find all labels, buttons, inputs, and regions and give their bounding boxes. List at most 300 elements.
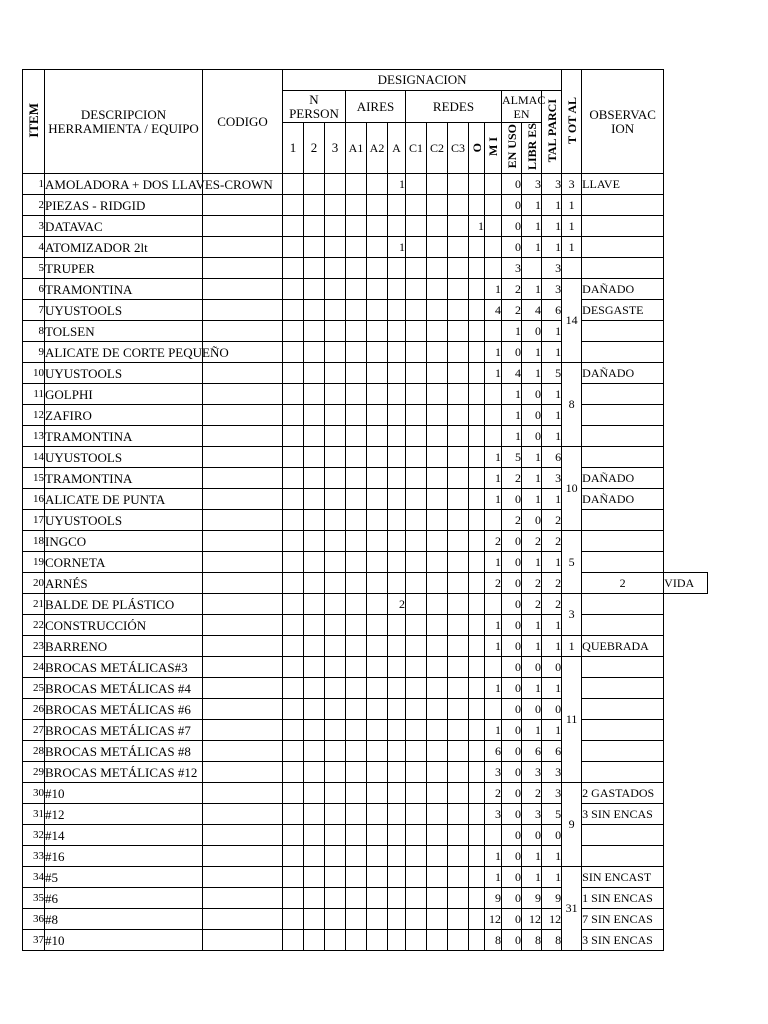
item-description: TRAMONTINA xyxy=(45,468,203,489)
observacion-cell xyxy=(582,594,664,615)
redes-o-cell xyxy=(469,678,485,699)
redes-c2-cell xyxy=(427,300,448,321)
total-parcial-cell: 12 xyxy=(542,909,562,930)
personal-2-cell xyxy=(304,867,325,888)
redes-c3-cell xyxy=(448,342,469,363)
personal-3-cell xyxy=(325,825,346,846)
almacen-libres-cell: 0 xyxy=(522,825,542,846)
item-number: 19 xyxy=(23,552,45,573)
codigo-cell xyxy=(203,237,283,258)
aires-a2-cell xyxy=(367,615,388,636)
aires-a1-cell xyxy=(346,342,367,363)
personal-1-cell xyxy=(283,216,304,237)
codigo-cell xyxy=(203,867,283,888)
table-row xyxy=(23,279,708,300)
total-cell: 5 xyxy=(562,531,582,594)
aires-a2-cell xyxy=(367,363,388,384)
item-number: 35 xyxy=(23,888,45,909)
redes-mi-cell: 1 xyxy=(485,447,502,468)
observacion-cell xyxy=(582,447,664,468)
personal-3-cell xyxy=(325,573,346,594)
personal-2-cell xyxy=(304,615,325,636)
personal-3-cell xyxy=(325,657,346,678)
item-number: 4 xyxy=(23,237,45,258)
almacen-libres-cell: 1 xyxy=(522,636,542,657)
redes-c2-cell xyxy=(427,678,448,699)
header-aires-a: A xyxy=(388,123,406,174)
almacen-uso-cell: 0 xyxy=(502,594,522,615)
codigo-cell xyxy=(203,300,283,321)
total-cell: 1 xyxy=(562,195,582,216)
almacen-libres-cell: 1 xyxy=(522,846,542,867)
almacen-uso-cell: 0 xyxy=(502,762,522,783)
personal-2-cell xyxy=(304,825,325,846)
personal-2-cell xyxy=(304,426,325,447)
almacen-uso-cell: 0 xyxy=(502,867,522,888)
codigo-cell xyxy=(203,678,283,699)
personal-2-cell xyxy=(304,489,325,510)
aires-a1-cell xyxy=(346,909,367,930)
item-number: 17 xyxy=(23,510,45,531)
codigo-cell xyxy=(203,720,283,741)
observacion-cell xyxy=(582,321,664,342)
aires-a2-cell xyxy=(367,657,388,678)
observacion-cell: 2 GASTADOS xyxy=(582,783,664,804)
total-cell: 1 xyxy=(562,636,582,657)
almacen-uso-cell: 0 xyxy=(502,804,522,825)
almacen-libres-cell: 2 xyxy=(522,531,542,552)
aires-a-cell xyxy=(388,888,406,909)
aires-a2-cell xyxy=(367,573,388,594)
almacen-libres-cell: 1 xyxy=(522,342,542,363)
item-number: 36 xyxy=(23,909,45,930)
personal-3-cell xyxy=(325,405,346,426)
aires-a-cell xyxy=(388,510,406,531)
aires-a-cell xyxy=(388,468,406,489)
aires-a2-cell xyxy=(367,342,388,363)
personal-3-cell xyxy=(325,741,346,762)
personal-2-cell xyxy=(304,657,325,678)
almacen-libres-cell: 1 xyxy=(522,615,542,636)
redes-c3-cell xyxy=(448,783,469,804)
redes-o-cell xyxy=(469,195,485,216)
redes-c1-cell xyxy=(406,426,427,447)
item-number: 13 xyxy=(23,426,45,447)
almacen-uso-cell: 0 xyxy=(502,783,522,804)
item-description: BROCAS METÁLICAS #6 xyxy=(45,699,203,720)
total-parcial-cell: 1 xyxy=(542,195,562,216)
item-description: TRAMONTINA xyxy=(45,279,203,300)
almacen-libres-cell: 1 xyxy=(522,363,542,384)
personal-1-cell xyxy=(283,888,304,909)
almacen-libres-cell: 1 xyxy=(522,216,542,237)
redes-o-cell xyxy=(469,300,485,321)
personal-2-cell xyxy=(304,678,325,699)
personal-1-cell xyxy=(283,510,304,531)
personal-2-cell xyxy=(304,699,325,720)
aires-a1-cell xyxy=(346,594,367,615)
total-parcial-cell: 1 xyxy=(542,636,562,657)
almacen-uso-cell: 0 xyxy=(502,216,522,237)
personal-1-cell xyxy=(283,489,304,510)
aires-a1-cell xyxy=(346,531,367,552)
redes-mi-cell: 1 xyxy=(485,678,502,699)
total-cell: 31 xyxy=(562,867,582,951)
redes-c3-cell xyxy=(448,216,469,237)
redes-o-cell xyxy=(469,321,485,342)
redes-c1-cell xyxy=(406,930,427,951)
aires-a1-cell xyxy=(346,867,367,888)
redes-c2-cell xyxy=(427,867,448,888)
personal-3-cell xyxy=(325,678,346,699)
personal-3-cell xyxy=(325,237,346,258)
item-description: CONSTRUCCIÓN xyxy=(45,615,203,636)
redes-o-cell: 1 xyxy=(469,216,485,237)
personal-1-cell xyxy=(283,321,304,342)
redes-o-cell xyxy=(469,174,485,195)
aires-a1-cell xyxy=(346,195,367,216)
personal-1-cell xyxy=(283,258,304,279)
observacion-cell: DAÑADO xyxy=(582,279,664,300)
aires-a1-cell xyxy=(346,825,367,846)
header-designacion: DESIGNACION xyxy=(283,70,562,91)
aires-a1-cell xyxy=(346,699,367,720)
redes-mi-cell xyxy=(485,657,502,678)
redes-c2-cell xyxy=(427,594,448,615)
item-description: #10 xyxy=(45,930,203,951)
almacen-libres-cell: 0 xyxy=(522,384,542,405)
aires-a-cell xyxy=(388,699,406,720)
item-description: BROCAS METÁLICAS #12 xyxy=(45,762,203,783)
observacion-cell xyxy=(582,720,664,741)
redes-c3-cell xyxy=(448,300,469,321)
almacen-uso-cell: 1 xyxy=(502,321,522,342)
redes-mi-cell xyxy=(485,426,502,447)
header-almacen-libres: LIBR ES xyxy=(522,123,542,174)
redes-mi-cell xyxy=(485,216,502,237)
almacen-libres-cell: 1 xyxy=(522,279,542,300)
personal-3-cell xyxy=(325,552,346,573)
almacen-uso-cell: 0 xyxy=(502,825,522,846)
table-body xyxy=(23,174,708,951)
table-row xyxy=(23,636,708,657)
personal-2-cell xyxy=(304,594,325,615)
total-parcial-cell: 5 xyxy=(542,804,562,825)
redes-c2-cell xyxy=(427,258,448,279)
total-parcial-cell: 5 xyxy=(542,363,562,384)
total-cell: 9 xyxy=(562,783,582,867)
item-description: UYUSTOOLS xyxy=(45,363,203,384)
personal-3-cell xyxy=(325,888,346,909)
aires-a-cell xyxy=(388,195,406,216)
almacen-uso-cell: 0 xyxy=(502,489,522,510)
observacion-cell: 7 SIN ENCAS xyxy=(582,909,664,930)
personal-3-cell xyxy=(325,594,346,615)
redes-mi-cell: 12 xyxy=(485,909,502,930)
aires-a-cell xyxy=(388,489,406,510)
redes-c1-cell xyxy=(406,531,427,552)
redes-c2-cell xyxy=(427,552,448,573)
codigo-cell xyxy=(203,447,283,468)
redes-c3-cell xyxy=(448,867,469,888)
table-row xyxy=(23,762,708,783)
redes-o-cell xyxy=(469,426,485,447)
header-redes-o: O xyxy=(469,123,485,174)
redes-c2-cell xyxy=(427,216,448,237)
aires-a2-cell xyxy=(367,237,388,258)
personal-1-cell xyxy=(283,363,304,384)
almacen-libres-cell: 12 xyxy=(522,909,542,930)
personal-3-cell xyxy=(325,279,346,300)
aires-a-cell xyxy=(388,909,406,930)
aires-a-cell xyxy=(388,573,406,594)
aires-a1-cell xyxy=(346,636,367,657)
personal-1-cell xyxy=(283,594,304,615)
personal-2-cell xyxy=(304,888,325,909)
total-parcial-cell: 1 xyxy=(542,489,562,510)
aires-a1-cell xyxy=(346,720,367,741)
redes-c1-cell xyxy=(406,867,427,888)
item-description: #5 xyxy=(45,867,203,888)
aires-a1-cell xyxy=(346,447,367,468)
item-number: 23 xyxy=(23,636,45,657)
redes-c1-cell xyxy=(406,216,427,237)
item-description: PIEZAS - RIDGID xyxy=(45,195,203,216)
item-description: AMOLADORA + DOS LLAVES-CROWN xyxy=(45,174,203,195)
aires-a-cell: 2 xyxy=(388,594,406,615)
table-row xyxy=(23,909,708,930)
redes-c2-cell xyxy=(427,174,448,195)
personal-1-cell xyxy=(283,930,304,951)
redes-c3-cell xyxy=(448,720,469,741)
item-description: #16 xyxy=(45,846,203,867)
aires-a1-cell xyxy=(346,384,367,405)
personal-2-cell xyxy=(304,321,325,342)
codigo-cell xyxy=(203,804,283,825)
almacen-uso-cell: 0 xyxy=(502,741,522,762)
redes-mi-cell xyxy=(485,825,502,846)
header-personal-3: 3 xyxy=(325,123,346,174)
personal-1-cell xyxy=(283,657,304,678)
redes-o-cell xyxy=(469,342,485,363)
table-row xyxy=(23,741,708,762)
personal-1-cell xyxy=(283,447,304,468)
redes-c1-cell xyxy=(406,510,427,531)
personal-1-cell xyxy=(283,552,304,573)
redes-c3-cell xyxy=(448,741,469,762)
redes-c1-cell xyxy=(406,300,427,321)
redes-c3-cell xyxy=(448,174,469,195)
redes-c2-cell xyxy=(427,657,448,678)
redes-c1-cell xyxy=(406,174,427,195)
header-aires: AIRES xyxy=(346,91,406,123)
header-redes-c1: C1 xyxy=(406,123,427,174)
table-row xyxy=(23,342,708,363)
almacen-uso-cell: 2 xyxy=(502,510,522,531)
total-cell: 11 xyxy=(562,657,582,783)
aires-a2-cell xyxy=(367,468,388,489)
aires-a-cell xyxy=(388,762,406,783)
total-cell: 1 xyxy=(562,237,582,258)
redes-c1-cell xyxy=(406,363,427,384)
codigo-cell xyxy=(203,489,283,510)
almacen-libres-cell: 0 xyxy=(522,426,542,447)
redes-c1-cell xyxy=(406,804,427,825)
total-parcial-cell: 3 xyxy=(542,468,562,489)
aires-a2-cell xyxy=(367,258,388,279)
total-cell: 10 xyxy=(562,447,582,531)
observacion-cell: SIN ENCAST xyxy=(582,867,664,888)
aires-a1-cell xyxy=(346,489,367,510)
personal-2-cell xyxy=(304,783,325,804)
personal-3-cell xyxy=(325,720,346,741)
redes-o-cell xyxy=(469,846,485,867)
header-observacion: OBSERVAC ION xyxy=(582,70,664,174)
personal-2-cell xyxy=(304,909,325,930)
total-parcial-cell: 8 xyxy=(542,930,562,951)
item-description: CORNETA xyxy=(45,552,203,573)
total-cell: 14 xyxy=(562,279,582,363)
aires-a1-cell xyxy=(346,216,367,237)
almacen-libres-cell: 4 xyxy=(522,300,542,321)
almacen-uso-cell: 3 xyxy=(502,258,522,279)
redes-c1-cell xyxy=(406,405,427,426)
table-row xyxy=(23,573,708,594)
aires-a2-cell xyxy=(367,447,388,468)
redes-c3-cell xyxy=(448,699,469,720)
almacen-uso-cell: 2 xyxy=(502,300,522,321)
aires-a1-cell xyxy=(346,657,367,678)
item-number: 9 xyxy=(23,342,45,363)
almacen-libres-cell: 3 xyxy=(522,174,542,195)
observacion-cell: 3 SIN ENCAS xyxy=(582,804,664,825)
personal-1-cell xyxy=(283,867,304,888)
aires-a-cell xyxy=(388,657,406,678)
item-number: 16 xyxy=(23,489,45,510)
header-redes-c3: C3 xyxy=(448,123,469,174)
redes-c2-cell xyxy=(427,531,448,552)
personal-2-cell xyxy=(304,510,325,531)
table-row xyxy=(23,720,708,741)
personal-3-cell xyxy=(325,216,346,237)
almacen-libres-cell: 3 xyxy=(522,762,542,783)
table-row xyxy=(23,888,708,909)
aires-a1-cell xyxy=(346,363,367,384)
personal-3-cell xyxy=(325,846,346,867)
redes-c1-cell xyxy=(406,279,427,300)
table-row xyxy=(23,426,708,447)
personal-2-cell xyxy=(304,447,325,468)
item-description: #12 xyxy=(45,804,203,825)
item-number: 32 xyxy=(23,825,45,846)
codigo-cell xyxy=(203,888,283,909)
total-cell: 1 xyxy=(562,216,582,237)
item-description: ALICATE DE PUNTA xyxy=(45,489,203,510)
observacion-cell xyxy=(582,510,664,531)
redes-c2-cell xyxy=(427,762,448,783)
redes-mi-cell: 3 xyxy=(485,804,502,825)
redes-mi-cell xyxy=(485,258,502,279)
personal-2-cell xyxy=(304,384,325,405)
codigo-cell xyxy=(203,930,283,951)
personal-2-cell xyxy=(304,552,325,573)
personal-2-cell xyxy=(304,636,325,657)
redes-o-cell xyxy=(469,405,485,426)
redes-mi-cell xyxy=(485,699,502,720)
redes-mi-cell: 3 xyxy=(485,762,502,783)
aires-a-cell xyxy=(388,552,406,573)
item-number: 11 xyxy=(23,384,45,405)
redes-c2-cell xyxy=(427,426,448,447)
table-row xyxy=(23,552,708,573)
aires-a1-cell xyxy=(346,741,367,762)
item-number: 18 xyxy=(23,531,45,552)
item-number: 34 xyxy=(23,867,45,888)
almacen-libres-cell: 2 xyxy=(522,573,542,594)
table-row xyxy=(23,804,708,825)
redes-c3-cell xyxy=(448,363,469,384)
item-description: BROCAS METÁLICAS #7 xyxy=(45,720,203,741)
total-parcial-cell: 1 xyxy=(542,405,562,426)
personal-2-cell xyxy=(304,804,325,825)
total-cell: 3 xyxy=(562,594,582,636)
table-row xyxy=(23,363,708,384)
redes-c3-cell xyxy=(448,804,469,825)
personal-1-cell xyxy=(283,636,304,657)
table-row xyxy=(23,174,708,195)
aires-a-cell xyxy=(388,867,406,888)
redes-c1-cell xyxy=(406,384,427,405)
aires-a2-cell xyxy=(367,888,388,909)
almacen-libres-cell: 2 xyxy=(522,783,542,804)
personal-2-cell xyxy=(304,405,325,426)
almacen-libres-cell: 6 xyxy=(522,741,542,762)
aires-a1-cell xyxy=(346,888,367,909)
table-row xyxy=(23,657,708,678)
observacion-cell xyxy=(582,237,664,258)
almacen-uso-cell: 5 xyxy=(502,447,522,468)
personal-1-cell xyxy=(283,825,304,846)
header-codigo: CODIGO xyxy=(203,70,283,174)
redes-c2-cell xyxy=(427,489,448,510)
total-parcial-cell: 3 xyxy=(542,762,562,783)
total-parcial-cell: 0 xyxy=(542,825,562,846)
aires-a-cell xyxy=(388,216,406,237)
almacen-libres-cell: 0 xyxy=(522,510,542,531)
aires-a2-cell xyxy=(367,678,388,699)
almacen-libres-cell: 1 xyxy=(522,867,542,888)
observacion-cell: DAÑADO xyxy=(582,489,664,510)
personal-3-cell xyxy=(325,531,346,552)
redes-c2-cell xyxy=(427,237,448,258)
codigo-cell xyxy=(203,846,283,867)
header-total-parcial: TAL PARCI xyxy=(542,91,562,174)
redes-c3-cell xyxy=(448,195,469,216)
observacion-cell xyxy=(582,342,664,363)
item-number: 5 xyxy=(23,258,45,279)
almacen-libres-cell: 1 xyxy=(522,447,542,468)
personal-1-cell xyxy=(283,468,304,489)
personal-1-cell xyxy=(283,573,304,594)
item-number: 8 xyxy=(23,321,45,342)
codigo-cell xyxy=(203,825,283,846)
item-description: GOLPHI xyxy=(45,384,203,405)
redes-mi-cell xyxy=(485,405,502,426)
redes-c1-cell xyxy=(406,720,427,741)
redes-o-cell xyxy=(469,741,485,762)
aires-a2-cell xyxy=(367,426,388,447)
table-row xyxy=(23,300,708,321)
